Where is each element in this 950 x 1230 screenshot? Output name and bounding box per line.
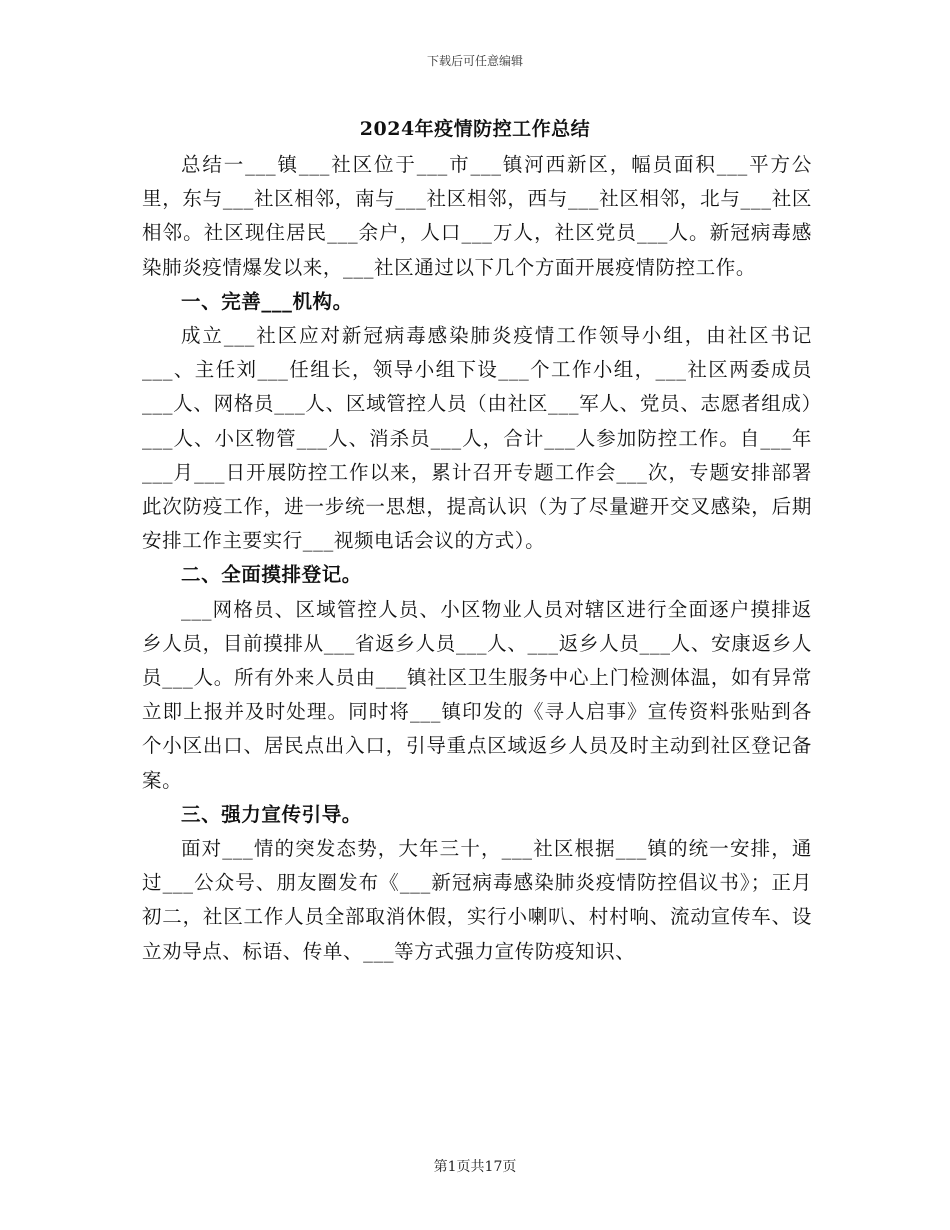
page-footer: 第1页共17页 bbox=[433, 1159, 517, 1175]
section-heading-3: 三、强力宣传引导。 bbox=[181, 802, 362, 826]
section-1-paragraph: 成立___社区应对新冠病毒感染肺炎疫情工作领导小组，由社区书记___、主任刘___任组长，领导小组下设___个工作小组，___社区两委成员___人、网格员___人、区域管控人员（由社区___军人、党员、志愿者组成）___人、小区物管___人、消杀员___人，合计___人参加防控工作。自___年___月___日开展防控工作以来，累计召开专题工作会___次，专题安排部署此次防疫工作，进一步统一思想，提高认识（为了尽量避开交叉感染，后期安排工作主要实行___视频电话会议的方式）。 bbox=[142, 324, 812, 553]
section-3-paragraph: 面对___情的突发态势，大年三十，___社区根据___镇的统一安排，通过___公众号、朋友圈发布《___新冠病毒感染肺炎疫情防控倡议书》；正月初二，社区工作人员全部取消休假，实行小喇叭、村村响、流动宣传车、设立劝导点、标语、传单、___等方式强力宣传防疫知识、 bbox=[142, 837, 812, 963]
section-heading-2: 二、全面摸排登记。 bbox=[181, 563, 362, 587]
header-note: 下载后可任意编辑 bbox=[426, 54, 523, 68]
document-title: 2024年疫情防控工作总结 bbox=[359, 118, 591, 140]
intro-paragraph: 总结一___镇___社区位于___市___镇河西新区，幅员面积___平方公里，东与___社区相邻，南与___社区相邻，西与___社区相邻，北与___社区相邻。社区现住居民___余户，人口___万人，社区党员___人。新冠病毒感染肺炎疫情爆发以来，___社区通过以下几个方面开展疫情防控工作。 bbox=[142, 153, 812, 279]
section-heading-1: 一、完善___机构。 bbox=[181, 289, 353, 313]
section-2-paragraph: ___网格员、区域管控人员、小区物业人员对辖区进行全面逐户摸排返乡人员，目前摸排从___省返乡人员___人、___返乡人员___人、安康返乡人员___人。所有外来人员由___镇社区卫生服务中心上门检测体温，如有异常立即上报并及时处理。同时将___镇印发的《寻人启事》宣传资料张贴到各个小区出口、居民点出入口，引导重点区域返乡人员及时主动到社区登记备案。 bbox=[142, 597, 812, 792]
document-body bbox=[142, 148, 812, 969]
